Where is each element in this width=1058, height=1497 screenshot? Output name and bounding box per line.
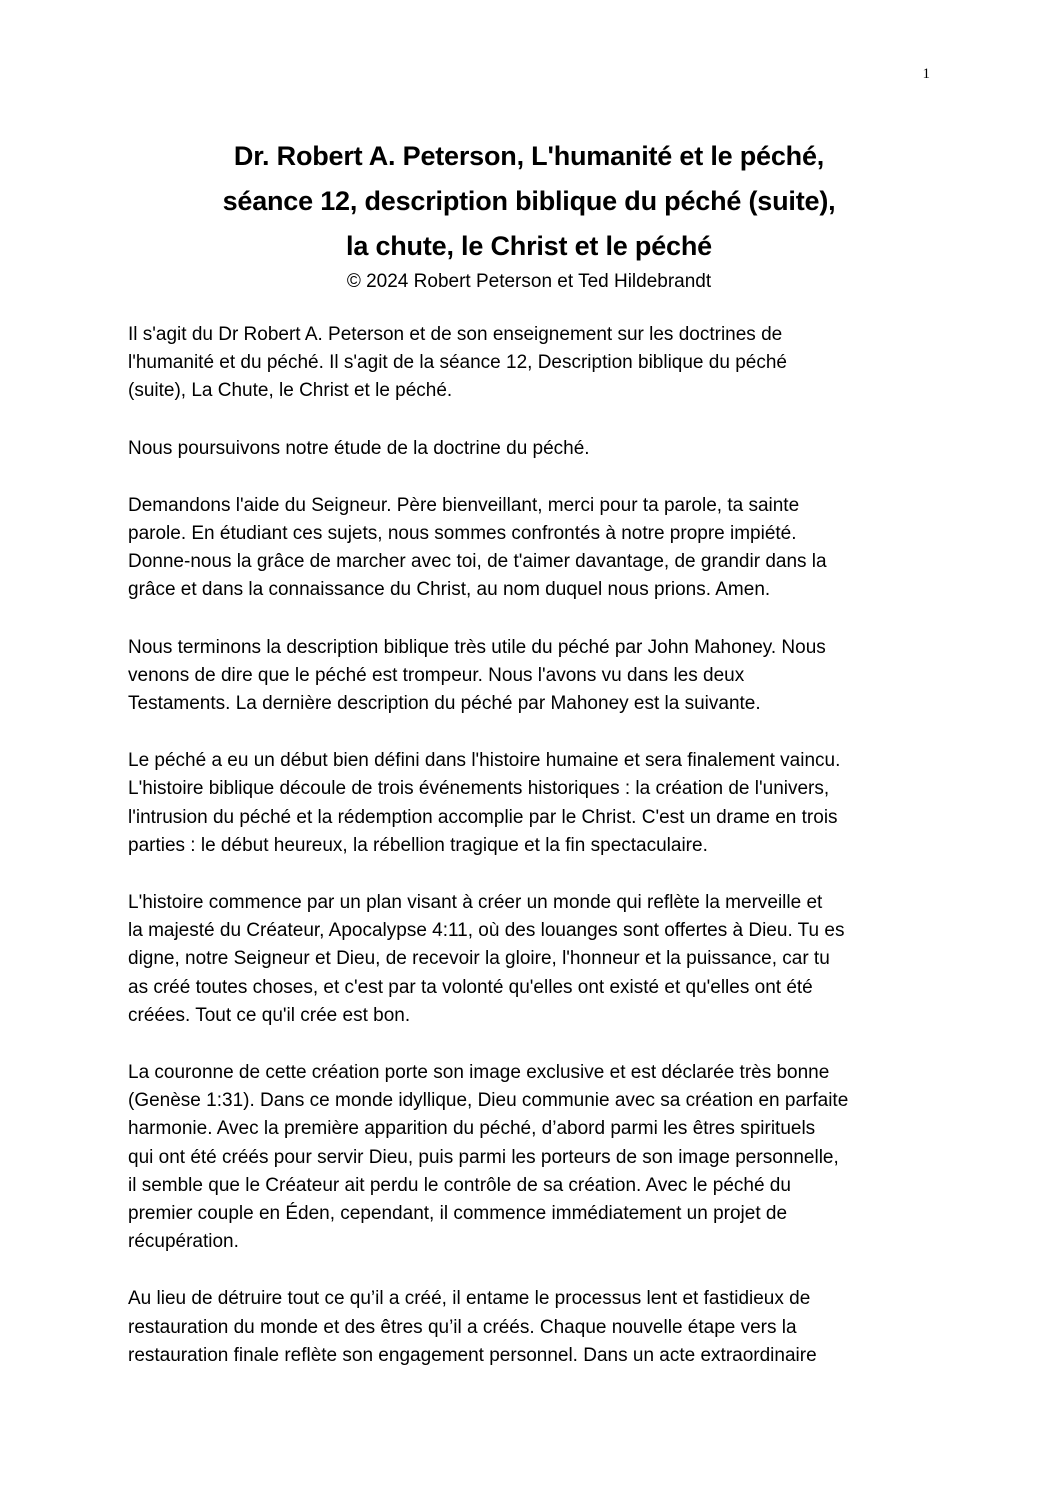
document-header (110, 134, 948, 295)
paragraph (128, 321, 933, 406)
text-line: Nous poursuivons notre étude de la doctrine du péché. (128, 437, 590, 459)
text-line: l'intrusion du péché et la rédemption accomplie par le Christ. C'est un drame en trois (128, 806, 838, 828)
text-line: Nous terminons la description biblique très utile du péché par John Mahoney. Nous (128, 636, 826, 658)
document-title (110, 134, 948, 269)
text-line: L'histoire commence par un plan visant à créer un monde qui reflète la merveille et (128, 892, 823, 914)
paragraph (128, 1059, 933, 1256)
text-line: créées. Tout ce qu'il crée est bon. (128, 1004, 411, 1026)
paragraph (128, 1285, 933, 1370)
title-line: Dr. Robert A. Peterson, L'humanité et le péché, (233, 141, 825, 171)
text-line: parole. En étudiant ces sujets, nous sommes confrontés à notre propre impiété. (128, 523, 797, 545)
text-line: Donne-nous la grâce de marcher avec toi, de t'aimer davantage, de grandir dans la (128, 551, 827, 573)
paragraph (128, 634, 933, 719)
paragraph (128, 889, 933, 1030)
paragraph (128, 435, 933, 463)
text-line: Testaments. La dernière description du péché par Mahoney est la suivante. (128, 693, 761, 715)
paragraph (128, 747, 933, 860)
text-line: la majesté du Créateur, Apocalypse 4:11, où des louanges sont offertes à Dieu. Tu es (128, 920, 845, 942)
text-line: digne, notre Seigneur et Dieu, de recevoir la gloire, l'honneur et la puissance, car tu (128, 948, 830, 970)
text-line: il semble que le Créateur ait perdu le contrôle de sa création. Avec le péché du (128, 1174, 791, 1196)
text-line: l'humanité et du péché. Il s'agit de la séance 12, Description biblique du péché (128, 352, 787, 374)
text-line: qui ont été créés pour servir Dieu, puis parmi les porteurs de son image personnelle, (128, 1146, 839, 1168)
text-line: venons de dire que le péché est trompeur. Nous l'avons vu dans les deux (128, 664, 745, 686)
text-line: restauration finale reflète son engagement personnel. Dans un acte extraordinaire (128, 1344, 817, 1366)
page-number: 1 (922, 66, 930, 82)
document-body (128, 321, 933, 1399)
title-line: la chute, le Christ et le péché (346, 231, 712, 261)
text-line: restauration du monde et des êtres qu’il a créés. Chaque nouvelle étape vers la (128, 1316, 797, 1338)
text-line: Demandons l'aide du Seigneur. Père bienveillant, merci pour ta parole, ta sainte (128, 494, 800, 516)
text-line: Il s'agit du Dr Robert A. Peterson et de son enseignement sur les doctrines de (128, 324, 783, 345)
text-line: harmonie. Avec la première apparition du péché, d’abord parmi les êtres spirituels (128, 1118, 816, 1140)
text-line: parties : le début heureux, la rébellion tragique et la fin spectaculaire. (128, 834, 708, 856)
text-line: récupération. (128, 1231, 239, 1253)
title-line: séance 12, description biblique du péché (suite), (222, 186, 836, 216)
text-line: (Genèse 1:31). Dans ce monde idyllique, Dieu communie avec sa création en parfaite (128, 1090, 849, 1112)
copyright-notice: © 2024 Robert Peterson et Ted Hildebrandt (346, 271, 712, 292)
text-line: L'histoire biblique découle de trois événements historiques : la création de l'univers, (128, 778, 830, 800)
text-line: Le péché a eu un début bien défini dans l'histoire humaine et sera finalement vaincu. (128, 750, 841, 772)
text-line: (suite), La Chute, le Christ et le péché. (128, 380, 453, 402)
text-line: grâce et dans la connaissance du Christ, au nom duquel nous prions. Amen. (128, 579, 771, 601)
text-line: as créé toutes choses, et c'est par ta volonté qu'elles ont existé et qu'elles ont été (128, 976, 813, 998)
paragraph (128, 492, 933, 605)
text-line: Au lieu de détruire tout ce qu’il a créé, il entame le processus lent et fastidieux de (128, 1288, 811, 1310)
text-line: La couronne de cette création porte son image exclusive et est déclarée très bonne (128, 1062, 830, 1084)
text-line: premier couple en Éden, cependant, il commence immédiatement un projet de (128, 1203, 788, 1225)
